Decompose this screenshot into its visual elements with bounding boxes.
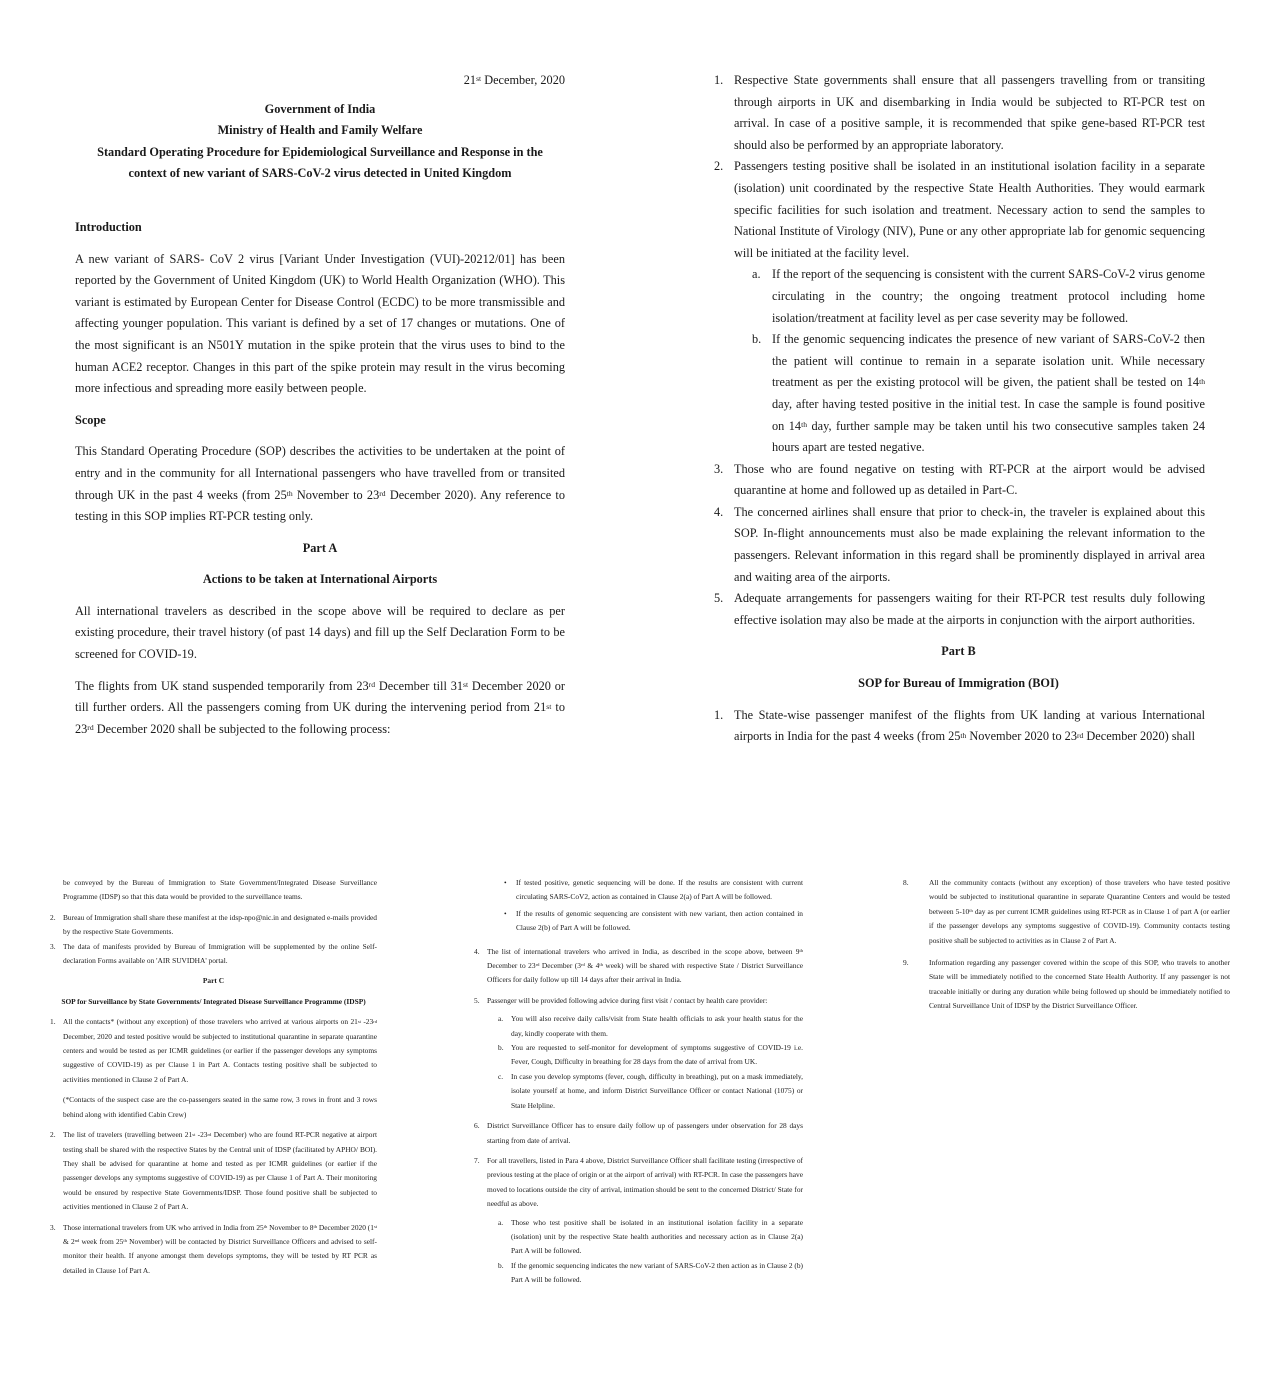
title-line: context of new variant of SARS-CoV-2 virus detected in United Kingdom — [128, 166, 512, 181]
contacts-note: (*Contacts of the suspect case are the co-passengers seated in the same row, 3 rows in front and 3 rows behind along with identified Cabin Crew) — [63, 1095, 377, 1119]
list-item — [50, 1015, 377, 1122]
list-number: 5. — [714, 591, 724, 606]
part-b-heading: Part B — [941, 644, 976, 659]
sequencing-sublist — [712, 264, 1205, 458]
list-item-text: The list of international travelers who arrived in India, as described in the scope above, between 9th December to 23rd December (3rd & 4th week) will be shared with respective State / District Surveillance Officers for daily follow up till 14 days after their arrival in India. — [487, 946, 804, 985]
list-item — [474, 945, 803, 988]
sublist-item — [487, 1041, 803, 1070]
part-c-list — [50, 1015, 377, 1278]
sublist-item-text: You are requested to self-monitor for development of symptoms suggestive of COVID-19 i.e. Fever, Cough, Difficulty in breathing for 28 days from the date of arrival from UK. — [511, 1043, 803, 1067]
introduction-heading: Introduction — [75, 219, 142, 234]
sublist-letter: b. — [752, 332, 762, 347]
part-a-list — [712, 70, 1205, 631]
list-item — [900, 876, 1230, 948]
bullet-text: If the results of genomic sequencing are consistent with new variant, then action contained in Clause 2(b) of Part A will be followed. — [516, 908, 803, 933]
sequencing-bullets — [474, 876, 803, 936]
bullet-icon: • — [504, 878, 507, 887]
list-item-text: Passenger will be provided following advice during first visit / contact by health care provider: — [487, 995, 768, 1005]
part-b-subtitle: SOP for Bureau of Immigration (BOI) — [858, 676, 1059, 691]
part-c-heading: Part C — [202, 976, 225, 986]
list-number: 2. — [50, 912, 56, 922]
flights-suspended-text: The flights from UK stand suspended temporarily from 23rd December till 31st December 2020 or till further orders. All the passengers coming from UK during the intervening period from 21st to 23rd December 2020 shall be subjected to the following process: — [75, 678, 565, 736]
testing-sublist — [487, 1216, 803, 1288]
list-number: 3. — [50, 941, 56, 951]
bullet-item — [474, 876, 803, 905]
list-item — [50, 911, 377, 940]
list-number: 3. — [714, 461, 724, 476]
sublist-item-text: If the genomic sequencing indicates the new variant of SARS-CoV-2 then action as in Clause 2 (b) Part A will be followed. — [511, 1260, 803, 1285]
sublist-item — [487, 1012, 803, 1041]
part-a-heading: Part A — [302, 540, 338, 555]
list-number: 3. — [50, 1222, 56, 1232]
list-item-text: The State-wise passenger manifest of the flights from UK landing at various International airports in India for the past 4 weeks (from 25th November 2020 to 23rd December 2020) shall — [734, 707, 1205, 744]
continued-text: be conveyed by the Bureau of Immigration to State Government/Integrated Disease Surveillance Programme (IDSP) so that this data would be provided to the surveillance teams. — [63, 878, 377, 902]
list-item-text: Bureau of Immigration shall share these manifest at the idsp-npo@nic.in and designated e-mails provided by the respective State Governments. — [63, 912, 377, 937]
part-c-subtitle: SOP for Surveillance by State Governments/ Integrated Disease Surveillance Programme (IDSP) — [61, 996, 366, 1006]
list-number: 4. — [714, 504, 724, 519]
list-item — [474, 1119, 803, 1148]
bullet-item — [474, 907, 803, 936]
document-date: 21st December, 2020 — [463, 73, 565, 87]
list-number: 7. — [474, 1155, 480, 1165]
sublist-item — [487, 1259, 803, 1288]
sublist-item-text: Those who test positive shall be isolated in an institutional isolation facility in a separate (isolation) unit by the respective State health authorities and necessary action as in Clause 2(a) Part A will be followed. — [511, 1217, 803, 1256]
list-number: 2. — [714, 159, 724, 174]
sublist-item-text: You will also receive daily calls/visit from State health officials to ask your health status for the day, kindly cooperate with them. — [511, 1014, 803, 1038]
list-number: 1. — [714, 707, 724, 722]
list-number: 1. — [714, 73, 724, 87]
scope-text: This Standard Operating Procedure (SOP) describes the activities to be undertaken at the point of entry and in the community for all International passengers who have travelled from or transited through UK in the past 4 weeks (from 25th November to 23rd December 2020). Any reference to testing in this SOP implies RT-PCR testing only. — [75, 444, 565, 524]
sublist-letter: b. — [498, 1260, 504, 1270]
list-item — [50, 940, 377, 969]
scope-heading: Scope — [75, 412, 106, 427]
list-item-text: All the community contacts (without any exception) of those travelers who have tested positive would be subjected to institutional quarantine in separate Quarantine Centers and would be tested between 5-10th day as per current ICMR guidelines using RT-PCR as in Clause 1 of part A (or earlier if the passenger develops any symptoms suggestive of COVID-19). Community contacts testing positive shall be subjected to activities as in Clause 2 of Part A. — [929, 878, 1230, 945]
sublist-item-text: If the genomic sequencing indicates the presence of new variant of SARS-CoV-2 then the patient will continue to remain in a separate isolation unit. While necessary treatment as per the existing protocol will be given, the patient shall be tested on 14th day, after having tested positive in the initial test. In case the sample is found positive on 14th day, further sample may be taken until his two consecutive samples taken 24 hours apart are tested negative. — [772, 332, 1206, 455]
list-item-text: The data of manifests provided by Bureau of Immigration will be supplemented by the online Self-declaration Forms available on 'AIR SUVIDHA' portal. — [63, 941, 377, 966]
sublist-letter: c. — [498, 1071, 504, 1081]
sublist-item — [712, 329, 1205, 459]
part-b-list-continued — [50, 911, 377, 969]
list-item-text: For all travellers, listed in Para 4 above, District Surveillance Officer shall facilitate testing (irrespective of previous testing at the place of origin or at the airport of arrival) with RT-PCR. In case the passengers have moved to locations outside the city of arrival, intimation should be sent to the concerned District/ State for needful as above. — [487, 1155, 803, 1209]
list-number: 1. — [50, 1017, 56, 1027]
advice-sublist — [487, 1012, 803, 1113]
list-item — [474, 1154, 803, 1288]
list-item-text: Those who are found negative on testing with RT-PCR at the airport would be advised quarantine at home and followed up as detailed in Part-C. — [734, 461, 1205, 498]
list-number: 6. — [474, 1121, 480, 1131]
list-item-text: Respective State governments shall ensure that all passengers travelling from or transiting through airports in UK and disembarking in India would be subjected to RT-PCR test on arrival. In case of a positive sample, it is recommended that spike gene-based RT-PCR test should also be performed by an appropriate laboratory. — [734, 73, 1205, 152]
list-item-text: Passengers testing positive shall be isolated in an institutional isolation facility in a separate (isolation) unit coordinated by the respective State Health Authorities. They would earmark specific facilities for such isolation and treatment. Necessary action to send the samples to National Institute of Virology (NIV), Pune or any other appropriate lab for genomic sequencing will be initiated at the facility level. — [734, 159, 1205, 260]
list-item — [712, 70, 1205, 156]
list-item — [712, 156, 1205, 458]
list-item-text: All the contacts* (without any exception) of those travelers who arrived at various airports on 21st -23rd December, 2020 and tested positive would be subjected to institutional quarantine in separate quarantine centers and would be tested as per ICMR guidelines (or earlier if the passenger develops any symptoms suggestive of COVID-19) as per Clause 1 in Part A. Contacts testing positive shall be subjected to activities mentioned in Clause 2 of Part A. — [63, 1017, 378, 1084]
list-item — [712, 459, 1205, 502]
sublist-letter: a. — [498, 1014, 504, 1024]
sublist-letter: a. — [498, 1217, 504, 1227]
list-number: 8. — [903, 878, 909, 887]
list-number: 9. — [903, 958, 909, 968]
page-5 — [900, 876, 1230, 1022]
part-c-list-continued — [474, 945, 803, 1288]
sublist-item — [712, 264, 1205, 329]
list-number: 4. — [474, 946, 480, 956]
page-2 — [712, 70, 1205, 748]
title-line: Government of India — [264, 101, 376, 116]
sublist-letter: b. — [498, 1043, 504, 1053]
sublist-item-text: In case you develop symptoms (fever, cough, difficulty in breathing), put on a mask immediately, isolate yourself at home, and inform District Surveillance Officer or contact National (1075) or State Helpline. — [511, 1071, 803, 1110]
title-line: Ministry of Health and Family Welfare — [217, 123, 423, 138]
part-b-list — [712, 705, 1205, 748]
list-item — [712, 502, 1205, 588]
bullet-text: If tested positive, genetic sequencing will be done. If the results are consistent with current circulating SARS-CoV2, action as contained in Clause 2(a) of Part A will be followed. — [516, 878, 803, 902]
list-item — [50, 1221, 377, 1279]
list-number: 2. — [50, 1130, 56, 1140]
list-item-text: The concerned airlines shall ensure that prior to check-in, the traveler is explained about this SOP. In-flight announcements must also be made explaining the relevant information to the passengers. Relevant information in this regard shall be prominently displayed in arrival area and waiting area of the airports. — [734, 504, 1205, 584]
list-item — [474, 994, 803, 1113]
page-3 — [50, 876, 377, 1284]
page-1 — [75, 70, 565, 750]
list-item-text: The list of travelers (travelling between 21st -23rd December) who are found RT-PCR negative at airport testing shall be shared with the respective States by the Central unit of IDSP (facilitated by APHO/ BOI). They shall be advised for quarantine at home and tested as per ICMR guidelines (or earlier if the passenger develops any symptoms suggestive of COVID-19) as per Clause 1 of Part A. Their monitoring would be ensured by respective State Governments/IDSP. Those found positive shall be subjected to activities mentioned in Clause 2 of Part A. — [63, 1130, 377, 1212]
sublist-item — [487, 1070, 803, 1113]
part-a-subtitle: Actions to be taken at International Airports — [202, 572, 438, 587]
introduction-text: A new variant of SARS- CoV 2 virus [Variant Under Investigation (VUI)-20212/01] has been reported by the Government of United Kingdom (UK) to World Health Organization (WHO). This variant is estimated by European Center for Disease Control (ECDC) to be more transmissible and affecting younger population. This variant is defined by a set of 17 changes or mutations. One of the most significant is an N501Y mutation in the spike protein that the virus uses to bind to the human ACE2 receptor. Changes in this part of the spike protein may result in the virus becoming more infectious and spreading more easily between people. — [75, 251, 565, 396]
list-number: 5. — [474, 995, 480, 1005]
sublist-letter: a. — [752, 267, 761, 282]
list-item — [50, 1128, 377, 1214]
list-item — [712, 588, 1205, 631]
travelers-declaration-text: All international travelers as described in the scope above will be required to declare as per existing procedure, their travel history (of past 14 days) and fill up the Self Declaration Form to be screened for COVID-19. — [75, 603, 565, 662]
list-item-text: Those international travelers from UK who arrived in India from 25th November to 8th December 2020 (1st & 2nd week from 25th November) will be contacted by District Surveillance Officers and advised to self-monitor their health. If anyone amongst them develops symptoms, they will be tested by RT PCR as detailed in Clause 1of Part A. — [63, 1222, 377, 1275]
sublist-item-text: If the report of the sequencing is consistent with the current SARS-CoV-2 virus genome circulating in the country; the ongoing treatment protocol including home isolation/treatment at facility level as per case severity may be followed. — [772, 267, 1205, 325]
title-line: Standard Operating Procedure for Epidemiological Surveillance and Response in the — [97, 144, 543, 159]
document-title — [75, 99, 565, 185]
list-item-text: Adequate arrangements for passengers waiting for their RT-PCR test results duly following effective isolation may also be made at the airports in conjunction with the airport authorities. — [734, 591, 1205, 627]
page-4 — [474, 876, 803, 1294]
part-c-list-final — [900, 876, 1230, 1014]
sublist-item — [487, 1216, 803, 1259]
list-item-text: District Surveillance Officer has to ensure daily follow up of passengers under observation for 28 days starting from date of arrival. — [487, 1121, 803, 1145]
list-item — [712, 705, 1205, 748]
list-item-text: Information regarding any passenger covered within the scope of this SOP, who travels to another State will be immediately notified to the concerned State Health Authority. If any passenger is not traceable initially or during any duration while being followed up should be immediately notified to Central Surveillance Unit of IDSP by the District Surveillance Officer. — [929, 958, 1230, 1011]
list-item — [900, 956, 1230, 1014]
bullet-icon: • — [504, 908, 507, 918]
